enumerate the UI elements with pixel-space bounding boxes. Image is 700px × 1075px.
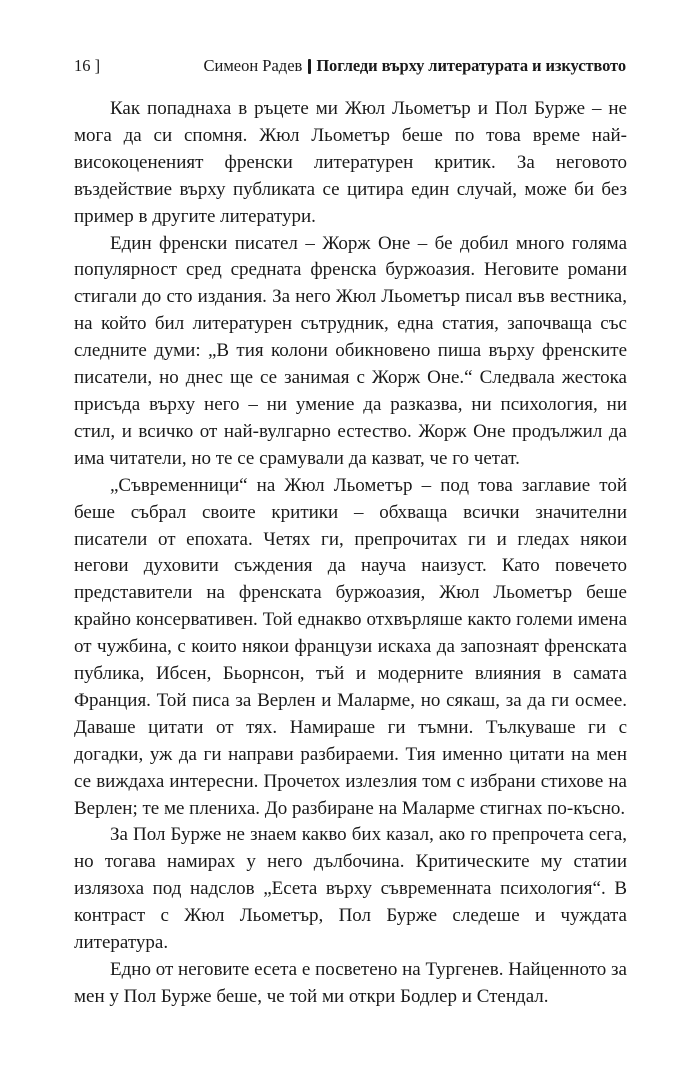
header-separator <box>308 59 311 74</box>
running-head <box>204 56 627 76</box>
book-title: Погледи върху литературата и изкуството <box>316 56 626 75</box>
paragraph-5: Едно от неговите есета е посветено на Тургенев. Найценното за мен у Пол Бурже беше, че той ми откри Бодлер и Стендал. <box>74 959 627 1007</box>
body-text <box>74 96 627 1011</box>
paragraph-4: За Пол Бурже не знаем какво бих казал, ако го препрочета сега, но тогава намирах у него дълбочина. Критическите му статии излязоха под надслов „Есета върху съвременната психология“. В контраст с Жюл Льометър, Пол Бурже следеше и чуждата литература. <box>74 824 627 954</box>
author-name: Симеон Радев <box>203 56 303 75</box>
page-header <box>74 56 626 82</box>
paragraph-1: Как попаднаха в ръцете ми Жюл Льометър и Пол Бурже – не мога да си спомня. Жюл Льометър беше по това време най-високоценeният френски литературен критик. За неговото въздействие върху публиката се цитира един случай, може би без пример в другите литератури. <box>74 98 627 227</box>
paragraph-3: „Съвременници“ на Жюл Льометър – под това заглавие той беше събрал своите критики – обхваща всички значителни писатели от епохата. Четях ги, препрочитах ги и гледах някои негови духовити съждения да науча наизуст. Като повечето представители на френската буржоазия, Жюл Льометър беше крайно консервативен. Той еднакво отхвърляше както големи имена от чужбина, с които някои французи искаха да запознаят френската публика, Ибсен, Бьорнсон, тъй и модерните влияния в самата Франция. Той писа за Верлен и Маларме, но сякаш, за да ги осмее. Даваше цитати от тях. Намираше ги тъмни. Тълкуваше ги с догадки, уж да ги направи разбираеми. Тия именно цитати на мен се виждаха интересни. Прочетох излезлия том с избрани стихове на Верлен; те ме плениха. До разбиране на Маларме стигнах по-късно. <box>74 474 627 819</box>
page-number: 16 ] <box>74 56 101 75</box>
paragraph-2: Един френски писател – Жорж Оне – бе добил много голяма популярност сред средната френска буржоазия. Неговите романи стигали до сто издания. За него Жюл Льометър писал във вестника, на който бил литературен сътрудник, една статия, започваща със следните думи: „В тия колони обикновено пиша върху френските писатели, но днес ще се занимая с Жорж Оне.“ Следвала жестока присъда върху него – ни умение да разказва, ни психология, ни стил, и всичко от най-вулгарно естество. Жорж Оне продължил да има читатели, но те се срамували да казват, че го четат. <box>74 232 627 469</box>
